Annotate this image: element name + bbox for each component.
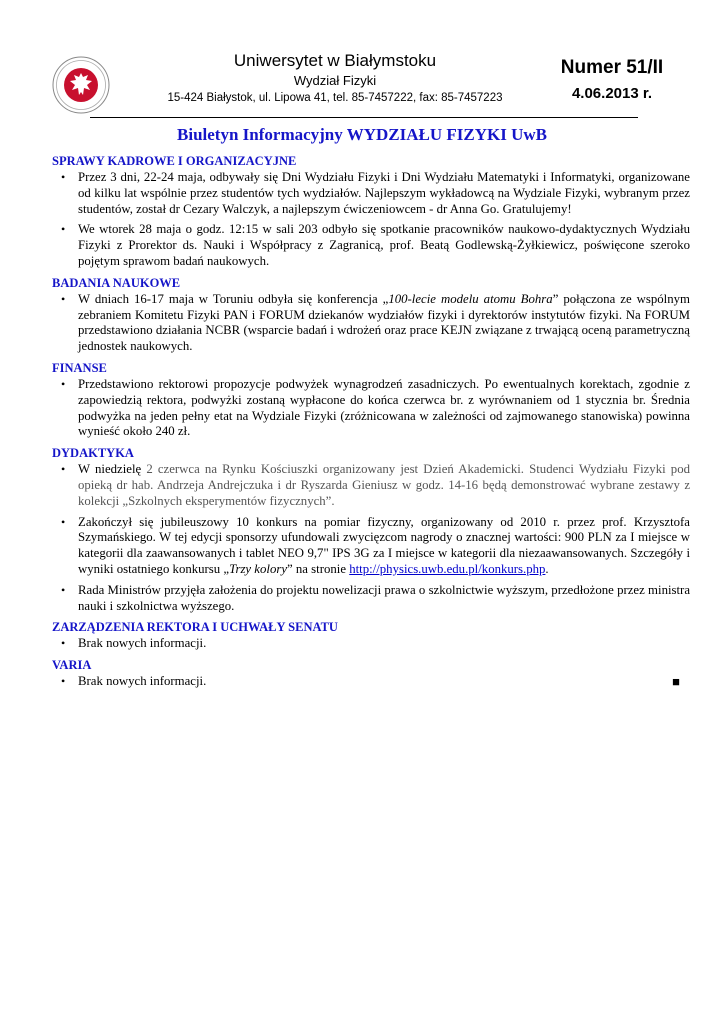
bullet-icon: •: [61, 514, 66, 529]
misc-list: [52, 674, 690, 690]
list-item: [52, 222, 690, 269]
regulations-list: [52, 636, 690, 652]
conference-title: 100-lecie modelu atomu Bohra: [388, 291, 553, 306]
header-divider: [90, 117, 638, 118]
issue-info: [542, 56, 682, 104]
item-text: Brak nowych informacji.: [78, 674, 207, 689]
list-item: [52, 292, 690, 355]
item-text: We wtorek 28 maja o godz. 12:15 w sali 203 odbyło się spotkanie pracowników naukowo-dydaktycznych Wydziału Fizyki z Prorektor ds. Nauki i Współpracy z Zagranicą, prof. Beatą Godlewską-Żyłkiewicz, poświęcone szeroko pojętym sprawom badań naukowych.: [78, 222, 690, 268]
list-item: [52, 170, 690, 217]
list-item: [52, 377, 690, 440]
item-text-part: ” połączona ze wspólnym zebraniem Komitetu Fizyki PAN i FORUM dziekanów wydziałów fizyki i dyrektorów instytutów fizyki. Na FORUM przedstawiono działania NCBR (wsparcie badań i wdrożeń oraz prace KEJN związane z trwającą oceną parametryczną jednostek naukowych.: [78, 291, 690, 354]
section-heading-misc: VARIA: [52, 658, 92, 673]
bullet-icon: •: [61, 376, 66, 391]
item-text: Przez 3 dni, 22-24 maja, odbywały się Dni Wydziału Fizyki i Dni Wydziału Matematyki i Informatyki, organizowane od kilku lat wspólnie przez studentów tych wydziałów. Najlepszym wykładowcą na Wydziale Fizyki, wybranym przez studentów, został dr Cezary Walczyk, a najlepszym ćwiczeniowcem - dr Anna Go. Gratulujemy!: [78, 170, 690, 216]
bulletin-content: [52, 152, 690, 695]
faculty-address: 15-424 Białystok, ul. Lipowa 41, tel. 85-7457222, fax: 85-7457223: [167, 92, 503, 104]
bullet-icon: •: [61, 636, 66, 651]
item-text-part: ” na stronie: [287, 561, 350, 576]
section-heading-research: BADANIA NAUKOWE: [52, 275, 181, 290]
list-item: [52, 636, 690, 652]
contest-link[interactable]: http://physics.uwb.edu.pl/konkurs.php: [349, 561, 546, 576]
bullet-icon: •: [61, 222, 66, 237]
university-seal-icon: [52, 56, 110, 114]
end-square-icon: ■: [672, 674, 680, 690]
issue-date: 4.06.2013 r.: [571, 85, 653, 102]
item-text: Rada Ministrów przyjęła założenia do projektu nowelizacji prawa o szkolnictwie wyższym, przedłożone przez ministra nauki i szkolnictwa wyższego.: [78, 582, 690, 613]
university-name: Uniwersytet w Białymstoku: [233, 51, 437, 70]
bullet-icon: •: [61, 170, 66, 184]
faculty-name: Wydział Fizyki: [293, 73, 377, 88]
bullet-icon: •: [61, 462, 66, 477]
finance-list: [52, 377, 690, 440]
item-text-part: W dniach 16-17 maja w Toruniu odbyła się konferencja „: [78, 291, 389, 306]
bullet-icon: •: [61, 291, 66, 306]
bullet-icon: •: [61, 674, 66, 689]
section-heading-teaching: DYDAKTYKA: [52, 446, 134, 461]
bulletin-title: Biuletyn Informacyjny WYDZIAŁU FIZYKI UwB: [177, 125, 547, 144]
item-text: Przedstawiono rektorowi propozycje podwyżek wynagrodzeń zasadniczych. Po ewentualnych korektach, zgodnie z zapowiedzią rektora, podwyżki zostaną wypłacone do końca czerwca br. z wyrównaniem od 1 stycznia br. Średnia podwyżka na jeden pełny etat na Wydziale Fizyki (zróżnicowana w zależności od zajmowanego stanowiska) powinna wynieść około 240 zł.: [78, 376, 690, 439]
header-center: [140, 50, 530, 107]
list-item: [52, 515, 690, 578]
item-text-part: 2 czerwca na Rynku Kościuszki organizowany jest Dzień Akademicki. Studenci Wydziału Fizyki pod opieką dr hab. Andrzeja Andrejczuka i dr Ryszarda Gieniusz w godz. 14-16 będą demonstrować wybrane zestawy z kolekcji „Szkolnych eksperymentów fizycznych”.: [78, 462, 691, 508]
item-text: Brak nowych informacji.: [78, 636, 207, 651]
section-heading-regulations: ZARZĄDZENIA REKTORA I UCHWAŁY SENATU: [52, 620, 338, 635]
list-item: [52, 674, 690, 690]
teaching-list: [52, 462, 690, 614]
section-heading-finance: FINANSE: [52, 360, 107, 375]
issue-number: Numer 51/II: [560, 57, 664, 78]
contest-title: Trzy kolory: [229, 561, 288, 576]
item-text-part: .: [545, 561, 549, 576]
section-heading-staff: SPRAWY KADROWE I ORGANIZACYJNE: [52, 154, 297, 168]
list-item: [52, 462, 690, 509]
bullet-icon: •: [61, 582, 66, 597]
research-list: [52, 292, 690, 355]
item-text-part: Zakończył się jubileuszowy 10 konkurs na pomiar fizyczny, organizowany od 2010 r. przez prof. Krzysztofa Szymańskiego. W tej edycji sponsorzy ufundowali zwycięzcom nagrody o znacznej wartości: 900 PLN za I miejsce w kategorii dla zaawansowanych i tablet NEO 9,7" IPS 3G za I miejsce w kategorii dla niezaawansowanych. Szczegóły i wyniki ostatniego konkursu „: [78, 514, 690, 576]
list-item: [52, 583, 690, 615]
item-text-part: W niedzielę: [78, 462, 142, 477]
staff-list: [52, 170, 690, 270]
